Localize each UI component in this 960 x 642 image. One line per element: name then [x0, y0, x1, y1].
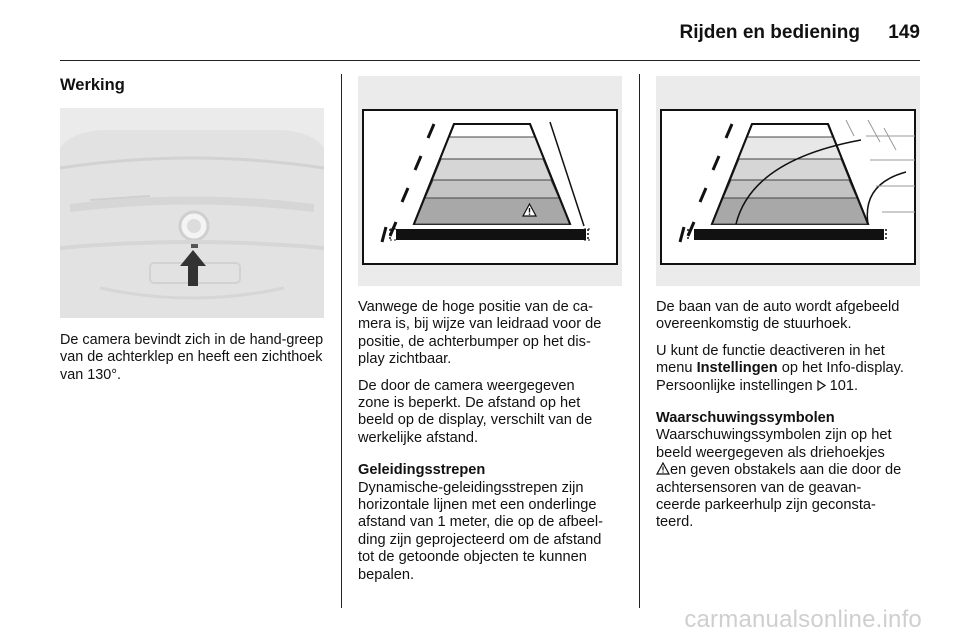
tailgate-camera-figure [60, 108, 324, 318]
text-line: op het Info-display. [777, 360, 904, 377]
page-number: 149 [888, 22, 920, 43]
text-line: beeld op de display, verschilt van de [358, 412, 593, 429]
text-line: De baan van de auto wordt afgebeeld [656, 299, 900, 315]
text-line: beeld weergegeven als driehoekjes [656, 444, 885, 461]
text-line: U kunt de functie deactiveren in het [656, 342, 885, 359]
text-line: teerd. [656, 514, 694, 531]
column-3 [656, 299, 931, 541]
page-header [60, 16, 920, 61]
section-title: Werking [60, 76, 125, 94]
text-line: Vanwege de hoge positie van de ca- [358, 299, 594, 315]
text-line: Waarschuwingssymbolen zijn op het [656, 427, 892, 444]
warning-triangle-icon [656, 462, 670, 475]
column-1 [60, 332, 330, 393]
paragraph [358, 480, 628, 584]
subheading: Waarschuwingssymbolen [656, 410, 835, 427]
text-line: overeenkomstig de stuurhoek. [656, 316, 852, 333]
text-line: werkelijke afstand. [358, 429, 479, 446]
text-line: De door de camera weergegeven [358, 377, 575, 394]
paragraph [656, 299, 931, 334]
text-line: positie, de achterbumper op het dis- [358, 333, 591, 350]
menu-name: Instellingen [696, 360, 778, 377]
paragraph [656, 427, 931, 531]
paragraph [358, 378, 628, 448]
camera-guidelines-figure [358, 76, 622, 286]
text-line: bepalen. [358, 566, 414, 583]
text-line: menu [656, 360, 697, 377]
text-line: achtersensoren van de geavan- [656, 479, 862, 496]
text-line: ceerde parkeerhulp zijn geconsta- [656, 497, 876, 514]
triangle-ref-icon [817, 380, 826, 391]
paragraph: De camera bevindt zich in de hand-greep van de achterklep en heeft een zichthoek van 130°. [60, 332, 324, 383]
column-divider [639, 74, 640, 608]
subheading: Geleidingsstrepen [358, 462, 486, 479]
header-title: Rijden en bediening [679, 22, 860, 43]
text-line: play zichtbaar. [358, 351, 452, 368]
column-2 [358, 299, 628, 593]
column-divider [341, 74, 342, 608]
watermark: carmanualsonline.info [684, 606, 922, 633]
page-reference: 101. [825, 377, 859, 394]
paragraph [358, 299, 628, 369]
camera-trajectory-figure [656, 76, 920, 286]
text-line: afstand van 1 meter, die op de afbeel- [358, 514, 604, 531]
text-line: ding zijn geprojecteerd om de afstand [358, 531, 602, 548]
text-line: Persoonlijke instellingen [656, 377, 817, 394]
text-line: horizontale lijnen met een onderlinge [358, 497, 597, 514]
paragraph [656, 343, 931, 395]
text-line: en geven obstakels aan die door de [670, 462, 902, 479]
text-line: mera is, bij wijze van leidraad voor de [358, 316, 602, 333]
text-line: tot de getoonde objecten te kunnen [358, 549, 587, 566]
text-line: Dynamische-geleidingsstrepen zijn [358, 479, 584, 496]
text-line: zone is beperkt. De afstand op het [358, 395, 581, 412]
